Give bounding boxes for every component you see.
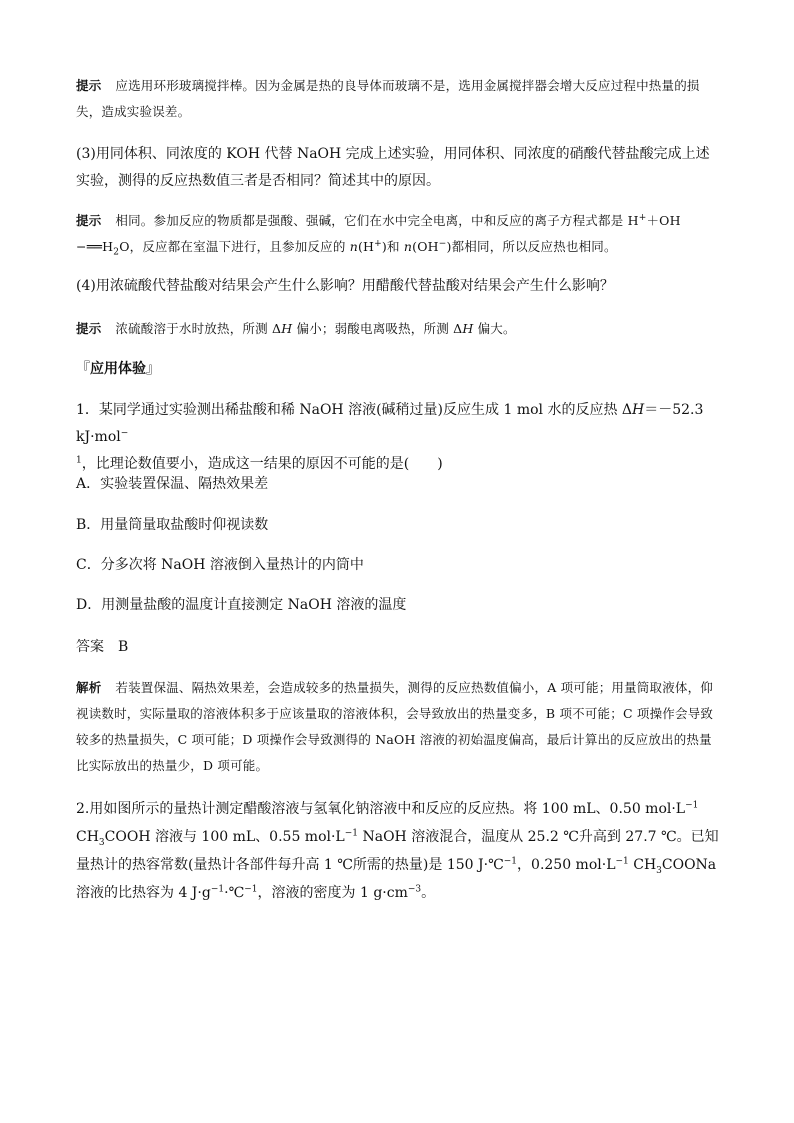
hint-label: 提示	[76, 321, 102, 336]
option-a: A．实验装置保温、隔热效果差	[76, 476, 269, 492]
practice-question-1: 1．某同学通过实验测出稀盐酸和稀 NaOH 溶液(碱稍过量)反应生成 1 mol 水的反应热 ΔH＝－52.3 kJ·mol− $^1$，比理论数值要小，造成这一结果的原因不可能的是( )	[76, 402, 704, 472]
section-heading: 『应用体验』	[76, 361, 160, 377]
hint-question-3: 提示 相同。参加反应的物质都是强酸、强碱，它们在水中完全电离，中和反应的离子方程式都是 H+＋OH $-══H_2O$，反应都在室温下进行，且参加反应的 n(H+)和 n(OH−)都相同，所以反应热也相同。	[76, 212, 681, 258]
analysis-label: 解析	[76, 680, 102, 695]
option-d: D．用测量盐酸的温度计直接测定 NaOH 溶液的温度	[76, 597, 407, 613]
hint-stirring-rod	[76, 73, 722, 125]
answer-value: B	[118, 639, 129, 655]
question-4: (4)用浓硫酸代替盐酸对结果会产生什么影响？用醋酸代替盐酸对结果会产生什么影响？	[76, 278, 614, 294]
option-c: C．分多次将 NaOH 溶液倒入量热计的内筒中	[76, 557, 364, 573]
hint-label: 提示	[76, 78, 102, 93]
hint-text: 应选用环形玻璃搅拌棒。因为金属是热的良导体而玻璃不是，选用金属搅拌器会增大反应过程中热量的损失，造成实验误差。	[76, 78, 700, 119]
hint-label: 提示	[76, 213, 102, 228]
option-b: B．用量筒量取盐酸时仰视读数	[76, 517, 269, 533]
question-3: (3)用同体积、同浓度的 KOH 代替 NaOH 完成上述实验，用同体积、同浓度的硝酸代替盐酸完成上述实验，测得的反应热数值三者是否相同？简述其中的原因。	[76, 146, 710, 189]
answer	[76, 637, 722, 657]
answer-label: 答案	[76, 639, 104, 655]
analysis	[76, 675, 722, 779]
practice-question-2: 2.用如图所示的量热计测定醋酸溶液与氢氧化钠溶液中和反应的反应热。将 100 mL、0.50 $mol\cdot L^{-1}$ $CH_3COOH$ 溶液与 100 mL、0.55 $mol\cdot L^{-1}$ NaOH 溶液混合，温度从 25.2 ℃升高到 27.7 ℃。已知量热计的热容常数(量热计各部件每升高 1 ℃所需的热量)是 150 J·℃$^{-1}$，0.250 $mol\cdot L^{-1}$ $CH_3COONa$ 溶液的比热容为 4 $J\cdot g^{-1}\cdot℃^{-1}$，溶液的密度为 1 $g\cdot cm^{-3}$。	[76, 800, 719, 901]
analysis-text: 若装置保温、隔热效果差，会造成较多的热量损失，测得的反应热数值偏小，A 项可能；用量筒取液体，仰视读数时，实际量取的溶液体积多于应该量取的溶液体积，会导致放出的热量变多，B 项不可能；C 项操作会导致较多的热量损失，C 项可能；D 项操作会导致测得的 NaOH 溶液的初始温度偏高，最后计算出的反应放出的热量比实际放出的热量少，D 项可能。	[76, 680, 714, 773]
hint-question-4: 提示 浓硫酸溶于水时放热，所测 ΔH 偏小；弱酸电离吸热，所测 ΔH 偏大。	[76, 321, 516, 336]
